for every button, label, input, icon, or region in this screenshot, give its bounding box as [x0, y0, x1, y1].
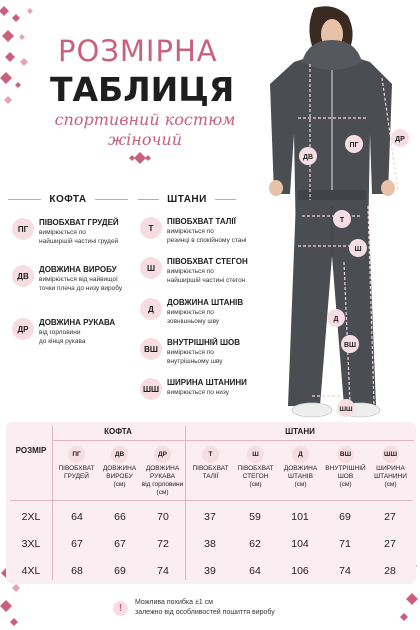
legend-desc: до кінця рукава — [39, 338, 86, 345]
title-line-1: РОЗМІРНА — [58, 34, 218, 68]
legend-badge: ДР — [12, 318, 34, 340]
legend-name: ДОВЖИНА ШТАНІВ — [167, 298, 244, 307]
row-size-label: 3XL — [21, 538, 41, 550]
legend-item-t — [140, 217, 246, 245]
column-badge: ДВ — [111, 446, 128, 463]
legend-name: ДОВЖИНА РУКАВА — [39, 318, 116, 327]
legend-desc: вимірюється по — [39, 229, 86, 236]
legend-item-d — [140, 298, 243, 326]
column-header-d — [278, 446, 323, 489]
table-cell: 38 — [204, 538, 216, 550]
column-label: ПІВОБХВАТ — [237, 465, 274, 472]
table-cell: 67 — [114, 538, 126, 550]
table-cell: 71 — [339, 538, 351, 550]
column-header-shsh — [368, 446, 413, 489]
column-badge: Т — [202, 446, 219, 463]
legend-desc: вимірюється по — [167, 228, 214, 235]
legend-item-pg — [12, 218, 119, 246]
legend-name: ПІВОБХВАТ ГРУДЕЙ — [39, 218, 119, 227]
subtitle-line-2: жіночий — [107, 130, 183, 149]
legend-desc: точки плеча до низу виробу — [39, 285, 123, 292]
legend-desc: від горловини — [39, 329, 81, 336]
column-header-sh — [233, 446, 278, 489]
row-size-label: 2XL — [21, 511, 41, 523]
column-label: ПІВОБХВАТ — [58, 465, 95, 472]
legend-badge: ВШ — [140, 338, 162, 360]
column-label: ДОВЖИНА — [283, 465, 318, 472]
tolerance-note — [113, 598, 275, 618]
model-photo — [232, 0, 420, 425]
table-cell: 59 — [249, 511, 261, 523]
legend-desc: вимірюється від найвищої — [39, 276, 118, 283]
column-label: ТАЛІЇ — [202, 473, 219, 480]
table-cell: 27 — [384, 511, 396, 523]
table-cell: 69 — [339, 511, 351, 523]
svg-text:ВШ: ВШ — [343, 342, 357, 349]
table-cell: 72 — [157, 538, 169, 550]
column-label: ШТАНІВ — [288, 473, 313, 480]
column-badge: ВШ — [337, 446, 354, 463]
legend-desc: вимірюється по низу — [167, 389, 230, 396]
subtitle-line-1: спортивний костюм — [54, 110, 236, 129]
legend-item-shsh — [140, 378, 247, 400]
table-cell: 68 — [71, 565, 83, 577]
table-divider — [52, 440, 414, 441]
legend-badge: Д — [140, 298, 162, 320]
title-line-2: ТАБЛИЦЯ — [50, 70, 235, 109]
legend-desc: вимірюється по — [167, 268, 214, 275]
legend-badge: Т — [140, 217, 162, 239]
table-cell: 106 — [291, 565, 309, 577]
table-cell: 66 — [114, 511, 126, 523]
legend-name: ПІВОБХВАТ СТЕГОН — [167, 257, 248, 266]
column-label: (см) — [339, 481, 352, 488]
table-cell: 28 — [384, 565, 396, 577]
legend-name: ШИРИНА ШТАНИНИ — [167, 378, 247, 387]
svg-text:Т: Т — [339, 217, 345, 224]
figure-badge-d — [327, 309, 345, 327]
svg-text:Д: Д — [333, 316, 339, 323]
column-header-t — [188, 446, 233, 481]
table-cell: 62 — [249, 538, 261, 550]
section-header-kofta — [8, 191, 128, 208]
legend-name: ДОВЖИНА ВИРОБУ — [39, 265, 117, 274]
figure-badge-sh — [349, 239, 367, 257]
table-cell: 64 — [71, 511, 83, 523]
table-divider — [52, 426, 53, 580]
figure-badge-t — [333, 210, 351, 228]
column-label: (см) — [294, 481, 307, 488]
size-table — [6, 422, 416, 584]
svg-text:ДВ: ДВ — [302, 154, 314, 161]
legend-desc: резинці в спокійному стані — [167, 237, 247, 244]
column-label: ДОВЖИНА — [102, 465, 137, 472]
table-cell: 67 — [71, 538, 83, 550]
legend-item-vsh — [140, 338, 240, 366]
figure-badge-vsh — [341, 335, 359, 353]
column-badge: Д — [292, 446, 309, 463]
legend-desc: внутрішньому шву — [167, 358, 223, 365]
group-header-shtany: ШТАНИ — [285, 427, 315, 436]
legend-item-dr — [12, 318, 115, 346]
table-cell: 74 — [157, 565, 169, 577]
column-badge: ДР — [154, 446, 171, 463]
size-column-header: РОЗМІР — [15, 446, 47, 455]
column-label: ДОВЖИНА — [145, 465, 180, 472]
column-label: СТЕГОН — [242, 473, 269, 480]
legend-badge: Ш — [140, 257, 162, 279]
column-label: ШОВ — [337, 473, 354, 480]
row-size-label: 4XL — [21, 565, 41, 577]
group-header-kofta: КОФТА — [104, 427, 132, 436]
legend-desc: зовнішньому шву — [167, 318, 220, 325]
warning-icon: ! — [113, 601, 128, 616]
column-badge: Ш — [247, 446, 264, 463]
legend-badge: ПГ — [12, 218, 34, 240]
figure-badge-dr — [391, 129, 409, 147]
table-divider — [185, 426, 186, 580]
column-header-pg — [54, 446, 99, 481]
legend-desc: найширшій частині стегон — [167, 277, 246, 284]
legend-name: ПІВОБХВАТ ТАЛІЇ — [167, 217, 236, 226]
svg-text:ШШ: ШШ — [339, 406, 353, 413]
column-label: ГРУДЕЙ — [64, 473, 89, 480]
column-label: (см) — [113, 481, 126, 488]
column-label: від горловини (см) — [141, 481, 184, 496]
svg-text:ПГ: ПГ — [349, 142, 359, 149]
svg-text:Ш: Ш — [354, 246, 362, 253]
legend-desc: вимірюється по — [167, 349, 214, 356]
legend-desc: найширшій частині грудей — [39, 238, 119, 245]
column-label: ШТАНИНИ — [374, 473, 407, 480]
table-cell: 64 — [249, 565, 261, 577]
section-kofta-label: КОФТА — [49, 194, 87, 205]
column-label: ВНУТРІШНІЙ — [325, 465, 366, 472]
legend-desc: вимірюється по — [167, 309, 214, 316]
legend-badge: ШШ — [140, 378, 162, 400]
column-label: ПІВОБХВАТ — [192, 465, 229, 472]
legend-item-sh — [140, 257, 248, 285]
note-line-1: Можлива похибка ±1 см — [135, 599, 213, 606]
table-divider — [10, 500, 412, 501]
column-badge: ПГ — [68, 446, 85, 463]
table-cell: 37 — [204, 511, 216, 523]
legend-name: ВНУТРІШНІЙ ШОВ — [167, 338, 241, 347]
table-cell: 69 — [114, 565, 126, 577]
column-label: ВИРОБУ — [106, 473, 133, 480]
figure-badge-pg — [345, 135, 363, 153]
column-badge: ШШ — [382, 446, 399, 463]
table-cell: 74 — [339, 565, 351, 577]
column-label: ШИРИНА — [376, 465, 405, 472]
figure-badge-shsh — [337, 399, 355, 417]
svg-text:ДР: ДР — [395, 136, 405, 143]
column-header-dr — [140, 446, 185, 497]
section-shtany-label: ШТАНИ — [167, 194, 207, 205]
section-header-shtany — [138, 191, 236, 208]
legend-item-dv — [12, 265, 122, 293]
column-label: (см) — [249, 481, 262, 488]
table-cell: 104 — [291, 538, 309, 550]
legend-badge: ДВ — [12, 265, 34, 287]
table-cell: 39 — [204, 565, 216, 577]
column-header-dv — [97, 446, 142, 489]
ornament-top-left — [0, 0, 44, 115]
figure-badge-dv — [299, 147, 317, 165]
column-header-vsh — [323, 446, 368, 489]
column-label: (см) — [384, 481, 397, 488]
note-line-2: залежно від особливостей пошиття виробу — [135, 609, 275, 616]
table-cell: 70 — [157, 511, 169, 523]
subtitle — [40, 110, 250, 150]
table-cell: 27 — [384, 538, 396, 550]
column-label: РУКАВА — [150, 473, 175, 480]
table-cell: 101 — [291, 511, 309, 523]
ornament-divider — [125, 152, 155, 164]
